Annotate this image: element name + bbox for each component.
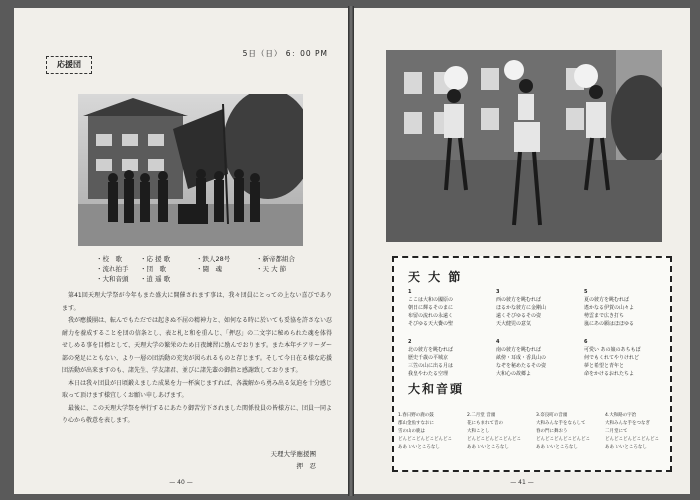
verse: 1.春日野の鹿の鼓 郡山金魚すなおに 雪の山の鹿は どんどこどんどこどんどこ ああ いいところなし xyxy=(398,413,452,450)
verse: 6 可愛い あの娘のあちもぽ 何でもくれてやりけれど 夢と希望と青年と 命をかけるおれたちよ xyxy=(584,339,641,377)
song-title-tendai: 天 大 節 xyxy=(408,270,463,284)
cheerleader-photo-image xyxy=(386,50,662,242)
signature-block xyxy=(271,448,317,472)
verse: 2 北の彼方を眺むれば 歴史千歳の平城京 三笠の山に出る月は 我皇やわたる空理 xyxy=(408,339,454,377)
yamato-verses xyxy=(398,412,670,452)
signature-org: 天理大学應援團 xyxy=(270,450,316,458)
section-header: 応援団 xyxy=(46,56,92,74)
right-page xyxy=(354,8,690,494)
song-item: ・逍 遥 歌 xyxy=(140,275,171,283)
event-date-time: 5日（日） 6：00 PM xyxy=(242,49,328,58)
song-item: ・団 歌 xyxy=(140,265,166,273)
verse: 4 南の彼方を眺むれば 畝傍・耳成・香具山の なぞを秘めたるその姿 大和心の故郷よ xyxy=(496,339,547,377)
paragraph: 本日は我々団員が日頃鍛えました成果を力一杯演じますれば、各義解から勇み出る気迫を十分感じ取って頂けます様宜しくお願い申しあげます。 xyxy=(62,379,333,399)
group-photo xyxy=(78,94,303,246)
verse: 1 ここは大和の國原の 朝日に輝るそのまに 布留の流れの永遠く そびゆる天大黌の聖 xyxy=(408,289,454,327)
song-item: ・応 援 歌 xyxy=(140,255,171,263)
page-number-left: — 40 — xyxy=(169,479,193,486)
lyrics-box xyxy=(392,256,672,472)
song-item: ・闘 魂 xyxy=(196,265,222,273)
group-photo-image xyxy=(78,94,303,246)
tendai-verses xyxy=(408,288,666,378)
verse: 3.奈良町の音頭 大和みんな手をならして 春の門に舞おう どんどこどんどこどんどこ ああ いいところなし xyxy=(536,413,590,450)
song-item: ・校 歌 xyxy=(96,255,122,263)
song-item: ・新帝都組合 xyxy=(256,255,295,263)
verse: 3 西の彼方を眺むれば ほるかな彼方に金剛山 遠くそびゆるその姿 天大健児の意気 xyxy=(496,289,547,327)
song-item: ・大和音頭 xyxy=(96,275,129,283)
paragraph: 我が應援團は、転んでもただでは起きぬ不屈の精神力と、如何なる時に於いても妥協を許さない忍耐力を養成することを団の信条とし、表と札と和を重んじ、「押忍」の二文字に秘められた魂を体得せしめる事を目標として、天理大学の繁栄のため日夜練習に励んでおります。また本年チアリーダー部の発足にともない、より一層の団活動の充実が図られるものと存じます。そして今日在る様な応援団活動が出来ますのも、諸先生、学友諸君、並びに諸先輩の御指と感謝致しております。 xyxy=(62,317,333,374)
program-song-list xyxy=(96,254,322,284)
paragraph: 第41回天理大学祭が今年もまた盛大に開催されます事は、我々団員にとっての上ない喜びであります。 xyxy=(62,292,332,312)
song-title-yamato: 大和音頭 xyxy=(408,382,465,396)
song-item: ・天 大 節 xyxy=(256,265,287,273)
verse: 4.大和路の宇治 大和みんな手をつなぎ 二月堂にて どんどこどんどこどんどこ ああ いいところなし xyxy=(605,413,659,450)
paragraph: 最後に、この天理大学祭を挙行するにあたり御苦労下されました関係役員の皆様方に、団員一同より心から敬意を表します。 xyxy=(62,404,333,424)
verse: 2.二月堂 音頭 花にもまれて音の 大和ことし どんどこどんどこどんどこ ああ いいところなし xyxy=(467,413,521,450)
page-number-right: — 41 — xyxy=(510,479,534,486)
article-body xyxy=(62,290,332,428)
verse: 5 夏の彼方を眺むれば 遙かなる伊賀の山々よ 勢雲まで広き打ち 嵐にあの願はほほゆる xyxy=(584,289,635,327)
left-page xyxy=(14,8,348,494)
signature-name: 押 忍 xyxy=(296,462,316,470)
song-item: ・鉄人28号 xyxy=(196,255,231,263)
song-item: ・流れ拍手 xyxy=(96,265,129,273)
cheerleader-photo xyxy=(386,50,662,242)
